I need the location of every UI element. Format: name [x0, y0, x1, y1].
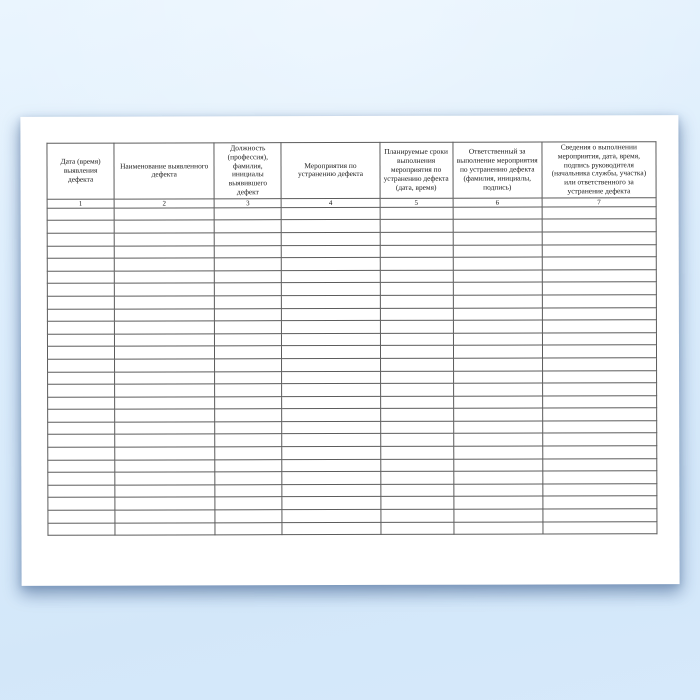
empty-cell: [543, 458, 657, 471]
empty-cell: [542, 320, 656, 333]
empty-cell: [453, 383, 542, 396]
empty-cell: [454, 522, 543, 535]
empty-cell: [454, 496, 543, 509]
empty-cell: [114, 258, 214, 271]
empty-cell: [215, 459, 282, 472]
empty-cell: [543, 484, 657, 497]
empty-cell: [282, 245, 380, 258]
empty-cell: [542, 244, 656, 257]
column-header-7: Сведения о выполнении мероприятия, дата, время, подпись руководителя (начальника службы, участка) или ответственного за устранение дефекта: [542, 142, 656, 198]
empty-cell: [48, 485, 115, 498]
empty-cell: [543, 521, 657, 534]
empty-cell: [48, 384, 115, 397]
empty-cell: [215, 283, 282, 296]
empty-cell: [380, 220, 453, 233]
empty-cell: [48, 372, 115, 385]
empty-cell: [115, 485, 215, 498]
empty-cell: [214, 233, 281, 246]
empty-cell: [115, 359, 215, 372]
empty-cell: [114, 308, 214, 321]
empty-cell: [215, 497, 282, 510]
empty-cell: [380, 295, 453, 308]
empty-cell: [380, 207, 453, 220]
empty-cell: [282, 346, 380, 359]
empty-cell: [380, 497, 453, 510]
column-header-4: Мероприятия по устранению дефекта: [281, 142, 379, 198]
empty-cell: [215, 308, 282, 321]
empty-cell: [542, 206, 656, 219]
empty-cell: [453, 333, 542, 346]
empty-cell: [114, 296, 214, 309]
empty-cell: [453, 245, 542, 258]
empty-cell: [215, 270, 282, 283]
empty-cell: [115, 422, 215, 435]
empty-cell: [453, 421, 542, 434]
empty-cell: [453, 358, 542, 371]
empty-cell: [453, 396, 542, 409]
document-page: [20, 115, 679, 586]
empty-cell: [282, 258, 380, 271]
column-header-6: Ответственный за выполнение мероприятия по устранению дефекта (фамилия, инициалы, подпись): [453, 142, 542, 198]
empty-cell: [453, 459, 542, 472]
empty-cell: [215, 485, 282, 498]
empty-cell: [542, 421, 656, 434]
empty-cell: [282, 459, 380, 472]
empty-cell: [48, 498, 115, 511]
column-header-5: Планируемые сроки выполнения мероприятия по устранению дефекта (дата, время): [379, 142, 452, 198]
empty-cell: [542, 219, 656, 232]
empty-cell: [380, 484, 453, 497]
empty-cell: [282, 333, 380, 346]
empty-cell: [48, 359, 115, 372]
empty-cell: [215, 258, 282, 271]
empty-cell: [282, 472, 380, 485]
empty-cell: [282, 220, 380, 233]
empty-cell: [380, 346, 453, 359]
empty-cell: [47, 258, 114, 271]
empty-cell: [282, 371, 380, 384]
empty-cell: [215, 371, 282, 384]
empty-cell: [380, 509, 453, 522]
empty-cell: [282, 484, 380, 497]
empty-cell: [453, 408, 542, 421]
empty-cell: [380, 308, 453, 321]
empty-cell: [115, 460, 215, 473]
empty-cell: [542, 383, 656, 396]
empty-cell: [542, 408, 656, 421]
empty-cell: [282, 384, 380, 397]
empty-cell: [282, 396, 380, 409]
empty-cell: [115, 472, 215, 485]
empty-cell: [380, 421, 453, 434]
empty-cell: [48, 510, 115, 523]
table-header: [47, 142, 656, 208]
empty-cell: [48, 397, 115, 410]
column-number-5: 5: [380, 198, 453, 207]
empty-cell: [114, 208, 214, 221]
empty-cell: [115, 434, 215, 447]
empty-cell: [115, 321, 215, 334]
empty-cell: [115, 522, 215, 535]
empty-cell: [48, 409, 115, 422]
empty-cell: [48, 435, 115, 448]
empty-cell: [114, 271, 214, 284]
empty-cell: [114, 283, 214, 296]
empty-cell: [542, 232, 656, 245]
empty-cell: [542, 295, 656, 308]
empty-cell: [542, 282, 656, 295]
empty-cell: [215, 447, 282, 460]
empty-cell: [543, 446, 657, 459]
empty-cell: [282, 207, 380, 220]
empty-cell: [380, 257, 453, 270]
column-header-1: Дата (время) выявления дефекта: [47, 143, 114, 199]
empty-cell: [282, 232, 380, 245]
empty-cell: [542, 307, 656, 320]
empty-cell: [215, 296, 282, 309]
empty-cell: [380, 383, 453, 396]
empty-cell: [380, 459, 453, 472]
empty-cell: [453, 232, 542, 245]
empty-cell: [380, 446, 453, 459]
empty-cell: [282, 270, 380, 283]
empty-cell: [282, 283, 380, 296]
empty-cell: [380, 358, 453, 371]
empty-cell: [380, 409, 453, 422]
empty-cell: [453, 308, 542, 321]
empty-cell: [380, 333, 453, 346]
empty-cell: [380, 396, 453, 409]
empty-cell: [47, 271, 114, 284]
empty-cell: [282, 434, 380, 447]
empty-cell: [542, 395, 656, 408]
empty-cell: [453, 295, 542, 308]
empty-cell: [215, 396, 282, 409]
empty-cell: [543, 509, 657, 522]
empty-cell: [115, 384, 215, 397]
empty-cell: [215, 359, 282, 372]
empty-cell: [215, 333, 282, 346]
empty-cell: [47, 220, 114, 233]
defect-log-table-body: [47, 206, 657, 535]
header-row: [47, 142, 656, 199]
empty-cell: [47, 309, 114, 322]
empty-cell: [282, 497, 380, 510]
empty-cell: [115, 397, 215, 410]
empty-cell: [542, 370, 656, 383]
empty-cell: [380, 245, 453, 258]
empty-cell: [453, 484, 542, 497]
empty-cell: [214, 245, 281, 258]
empty-cell: [47, 246, 114, 259]
empty-cell: [380, 320, 453, 333]
empty-cell: [282, 522, 380, 535]
table-row: [48, 521, 657, 535]
empty-cell: [282, 321, 380, 334]
empty-cell: [215, 409, 282, 422]
empty-cell: [114, 220, 214, 233]
empty-cell: [214, 207, 281, 220]
column-number-3: 3: [214, 198, 281, 207]
empty-cell: [454, 509, 543, 522]
empty-cell: [380, 270, 453, 283]
empty-cell: [380, 471, 453, 484]
empty-cell: [543, 496, 657, 509]
empty-cell: [215, 510, 282, 523]
empty-cell: [115, 447, 215, 460]
empty-cell: [215, 522, 282, 535]
empty-cell: [282, 358, 380, 371]
empty-cell: [47, 283, 114, 296]
empty-cell: [380, 434, 453, 447]
empty-cell: [215, 346, 282, 359]
empty-cell: [542, 345, 656, 358]
empty-cell: [453, 433, 542, 446]
column-number-1: 1: [47, 199, 114, 208]
empty-cell: [114, 233, 214, 246]
empty-cell: [453, 370, 542, 383]
empty-cell: [215, 321, 282, 334]
empty-cell: [215, 472, 282, 485]
empty-cell: [453, 219, 542, 232]
column-number-4: 4: [281, 198, 379, 207]
column-header-3: Должность (профессия), фамилия, инициалы выявившего дефект: [214, 143, 281, 199]
empty-cell: [115, 334, 215, 347]
empty-cell: [380, 232, 453, 245]
column-number-2: 2: [114, 199, 214, 208]
empty-cell: [282, 421, 380, 434]
column-number-6: 6: [453, 198, 542, 207]
empty-cell: [282, 509, 380, 522]
empty-cell: [215, 384, 282, 397]
empty-cell: [453, 282, 542, 295]
empty-cell: [380, 522, 453, 535]
defect-log-table: [46, 141, 657, 536]
empty-cell: [380, 371, 453, 384]
empty-cell: [47, 233, 114, 246]
empty-cell: [282, 409, 380, 422]
empty-cell: [453, 257, 542, 270]
empty-cell: [115, 371, 215, 384]
empty-cell: [282, 446, 380, 459]
empty-cell: [47, 334, 114, 347]
empty-cell: [48, 460, 115, 473]
empty-cell: [453, 345, 542, 358]
empty-cell: [542, 332, 656, 345]
empty-cell: [282, 308, 380, 321]
empty-cell: [542, 433, 656, 446]
empty-cell: [47, 346, 114, 359]
empty-cell: [115, 409, 215, 422]
column-number-7: 7: [542, 197, 656, 206]
empty-cell: [453, 320, 542, 333]
empty-cell: [453, 207, 542, 220]
empty-cell: [214, 220, 281, 233]
empty-cell: [453, 471, 542, 484]
empty-cell: [453, 446, 542, 459]
empty-cell: [48, 447, 115, 460]
empty-cell: [543, 471, 657, 484]
empty-cell: [215, 434, 282, 447]
empty-cell: [114, 245, 214, 258]
empty-cell: [47, 208, 114, 221]
empty-cell: [48, 523, 115, 536]
empty-cell: [115, 497, 215, 510]
empty-cell: [47, 321, 114, 334]
empty-cell: [48, 472, 115, 485]
empty-cell: [47, 296, 114, 309]
column-header-2: Наименование выявленного дефекта: [114, 143, 214, 199]
empty-cell: [48, 422, 115, 435]
empty-cell: [542, 269, 656, 282]
empty-cell: [380, 283, 453, 296]
empty-cell: [282, 295, 380, 308]
empty-cell: [453, 270, 542, 283]
empty-cell: [542, 358, 656, 371]
empty-cell: [115, 346, 215, 359]
empty-cell: [115, 510, 215, 523]
empty-cell: [542, 257, 656, 270]
empty-cell: [215, 422, 282, 435]
